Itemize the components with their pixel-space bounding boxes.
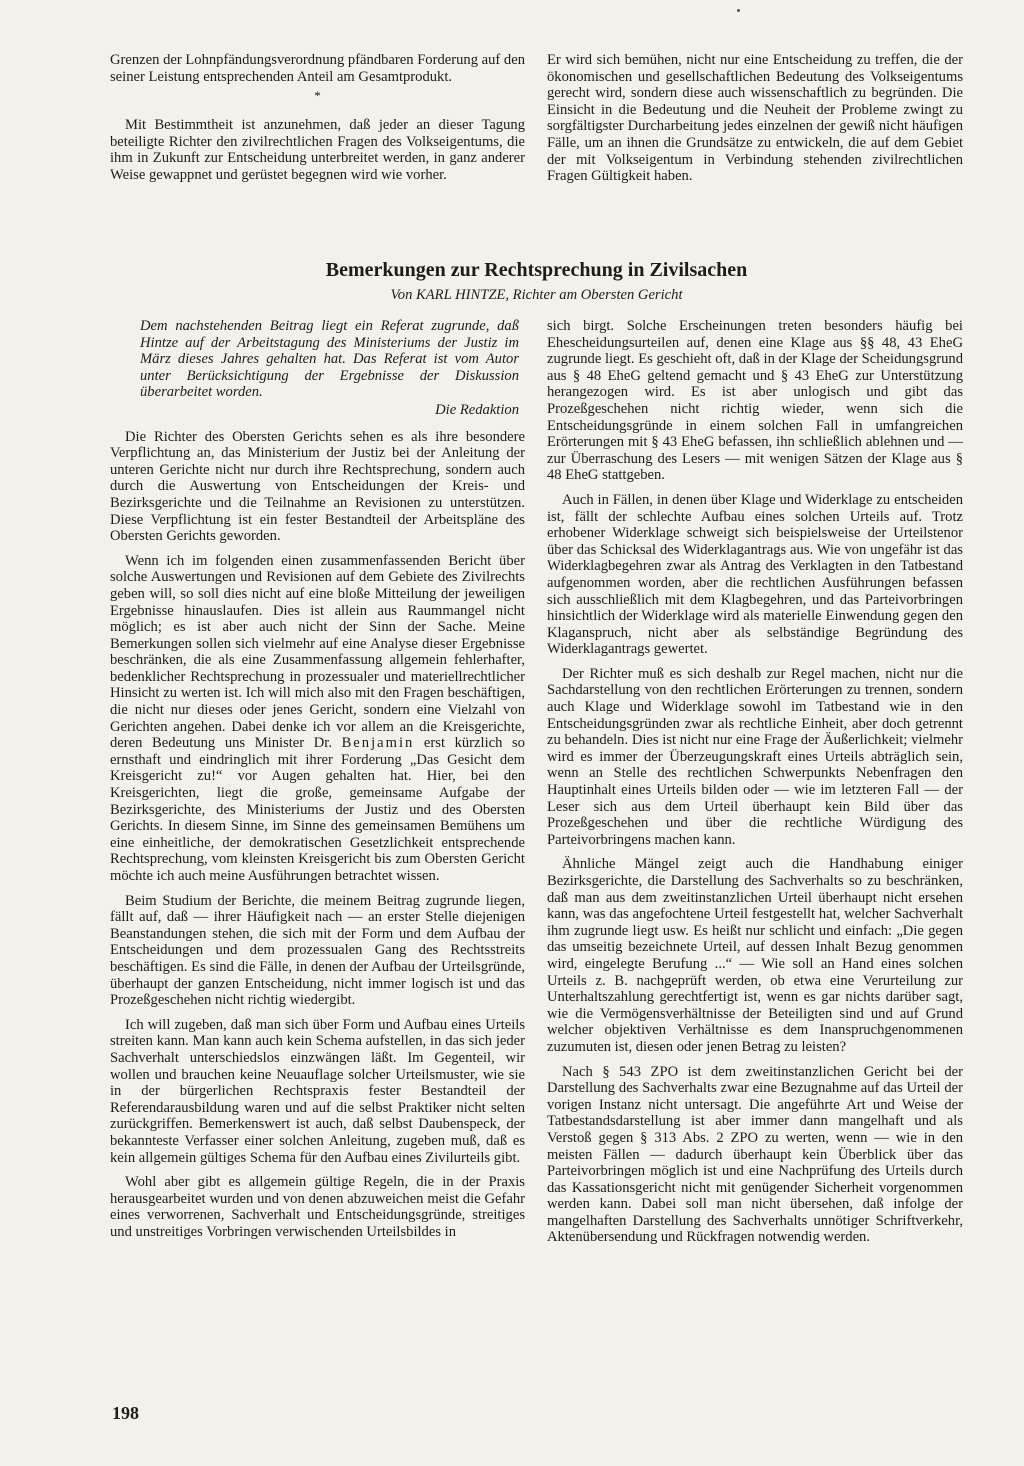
top-left-column <box>110 52 525 184</box>
editor-note-text: Dem nachstehenden Beitrag liegt ein Referat zugrunde, daß Hintze auf der Arbeitstagung des Ministeriums der Justiz im März dieses Jahres gehalten hat. Das Referat ist vom Autor unter Berücksichtigung der Ergebnisse der Diskussion überarbeitet worden. <box>140 318 519 401</box>
paragraph: Grenzen der Lohnpfändungsverordnung pfändbaren Forderung auf den seiner Leistung entsprechenden Anteil am Gesamtprodukt. <box>110 52 525 85</box>
section-separator: * <box>314 88 321 104</box>
article-title: Bemerkungen zur Rechtsprechung in Zivilsachen <box>325 259 748 281</box>
paragraph: Ich will zugeben, daß man sich über Form und Aufbau eines Urteils streiten kann. Man kann auch kein Schema aufstellen, in das sich jeder Sachverhalt unterschiedslos einzwängen läßt. Im Gegenteil, wir wollen und brauchen keine Neuauflage solcher Urteilsmuster, wie sie in der bürgerlichen Rechtspraxis fester Bestandteil der Referendarausbildung waren und auf die selbst Praktiker nicht selten zurückgriffen. Bemerkenswert ist auch, daß selbst Daubenspeck, der bekannteste Verfasser einer solchen Anleitung, zugeben muß, daß es kein allgemein gültiges Schema für den Aufbau eines Zivilurteils gibt. <box>110 1016 525 1166</box>
corner-mark <box>737 9 740 12</box>
article-byline: Von KARL HINTZE, Richter am Obersten Gericht <box>390 287 683 303</box>
paragraph: Mit Bestimmtheit ist anzunehmen, daß jeder an dieser Tagung beteiligte Richter den zivilrechtlichen Fragen des Volkseigentums, die ihm in Zukunft zur Entscheidung unterbreitet werden, in ganz anderer Weise gewappnet und gerüstet begegnen wird wie vorher. <box>110 117 525 183</box>
page-number: 198 <box>112 1403 139 1423</box>
paragraph: Wohl aber gibt es allgemein gültige Regeln, die in der Praxis herausgearbeitet wurden und von denen abzuweichen meist die Gefahr eines verworrenen, Sachverhalt und Entscheidungsgründe, streitiges und unstreitiges Vorbringen verwischenden Urteilsbildes in <box>110 1174 525 1240</box>
paragraph: Er wird sich bemühen, nicht nur eine Entscheidung zu treffen, die der ökonomischen und gesellschaftlichen Bedeutung des Volkseigentums gerecht wird, sondern diese auch wissenschaftlich zu begründen. Die Einsicht in die Bedeutung und die Neuheit der Probleme zwingt zu sorgfältigster Durcharbeitung jedes einzelnen der gewiß nicht häufigen Fälle, um an ihnen die Grundsätze zu entwickeln, die auf dem Gebiet der mit Volkseigentum in Verbindung stehenden zivilrechtlichen Fragen Gültigkeit haben. <box>547 52 963 185</box>
article-right-column <box>547 318 963 1246</box>
top-right-column <box>547 52 963 185</box>
paragraph: Auch in Fällen, in denen über Klage und Widerklage zu entscheiden ist, fällt der schlechte Aufbau eines solchen Urteils auf. Trotz erhobener Widerklage schweigt sich beispielsweise der Urteilstenor über das Schicksal des Widerklagantrags aus. Wie von ungefähr ist das Widerklagbegehren zwar als Antrag des Verklagten in den Tatbestand aufgenommen worden, aber die rechtlichen Ausführungen befassen sich ausschließlich mit dem Klagbegehren, und das Parteivorbringen hinsichtlich der Widerklage wird als materielle Einwendung gegen den Klaganspruch, nicht aber als selbständige Begründung des Widerklagantrags gewertet. <box>547 491 963 658</box>
paragraph: Die Richter des Obersten Gerichts sehen es als ihre besondere Verpflichtung an, das Ministerium der Justiz bei der Anleitung der unteren Gerichte nicht nur durch ihre Rechtsprechung, sondern auch durch die Auswertung von Entscheidungen der Kreis- und Bezirksgerichte und die Teilnahme an Revisionen zu unterstützen. Diese Verpflichtung ist ein fester Bestandteil der Arbeitspläne des Obersten Gerichts geworden. <box>110 428 525 545</box>
editor-signature: Die Redaktion <box>435 401 519 418</box>
editor-note <box>140 318 519 419</box>
paragraph <box>110 553 525 885</box>
minister-name: Benjamin <box>341 735 415 752</box>
paragraph: sich birgt. Solche Erscheinungen treten besonders häufig bei Ehescheidungsurteilen auf, denen eine Klage aus §§ 48, 43 EheG zugrunde liegt. Es geschieht oft, daß in der Klage der Scheidungsgrund aus § 48 EheG geltend gemacht und § 43 EheG zur Unterstützung herangezogen wird. Es ist aber unlogisch und gibt das Prozeßgeschehen nicht richtig wieder, wenn sich die Entscheidungsgründe in einem solchen Fall in umfangreichen Erörterungen mit § 43 EheG befassen, ihn schließlich ablehnen und — zur Überraschung des Lesers — mit wenigen Sätzen der Klage aus § 48 EheG stattgeben. <box>547 318 963 484</box>
article-left-column <box>110 318 525 1240</box>
paragraph: Ähnliche Mängel zeigt auch die Handhabung einiger Bezirksgerichte, die Darstellung des Sachverhalts so zu beschränken, daß man aus dem zweitinstanzlichen Urteil überhaupt nicht ersehen kann, was das angefochtene Urteil festgestellt hat, welcher Sachverhalt ihm zugrunde liegt usw. Es heißt nur schlicht und einfach: „Die gegen das umseitig bezeichnete Urteil, auf dessen Inhalt Bezug genommen wird, eingelegte Berufung ...“ — Wie soll an Hand eines solchen Urteils z. B. nachgeprüft werden, ob etwa eine Verurteilung zur Unterhaltszahlung gerechtfertigt ist, wenn es gar nichts darüber sagt, wie die Vermögensverhältnisse der Beteiligten sind und auf Grund welcher objektiven Verhältnisse es dem Inanspruchgenommenen zuzumuten ist, diesen oder jenen Betrag zu leisten? <box>547 856 963 1055</box>
paragraph: Der Richter muß es sich deshalb zur Regel machen, nicht nur die Sachdarstellung von den rechtlichen Erörterungen zu trennen, sondern auch Klage und Widerklage sowohl im Tatbestand wie in den Entscheidungsgründen zwar als rechtliche Einheit, aber doch getrennt zu behandeln. Dies ist nicht nur eine Frage der Äußerlichkeit; vielmehr wird es immer der Überzeugungskraft eines Urteils abträglich sein, wenn an Stelle des rechtlichen Schwerpunkts Nebenfragen den Hauptinhalt eines Urteils bilden oder — wie im letzteren Fall — der Leser sich aus dem Urteil überhaupt kein Bild über das Prozeßgeschehen und über die rechtliche Würdigung des Parteivorbringens machen kann. <box>547 665 963 848</box>
paragraph-text: erst kürzlich so ernsthaft und eindringlich mit ihrer Forderung „Das Gesicht dem Kreisgericht zu!“ vor Augen gehalten hat. Hier, bei den Kreisgerichten, liegt die große, gemeinsame Aufgabe der Bezirksgerichte, des Ministeriums der Justiz und des Obersten Gerichts. In diesem Sinne, im Sinne des gemeinsamen Bemühens um eine einheitliche, der demokratischen Gesetzlichkeit entsprechende Rechtsprechung, vom kleinsten Kreisgericht bis zum Obersten Gericht möchte ich auch meine Ausführungen betrachtet wissen. <box>110 735 525 884</box>
paragraph-text: Wenn ich im folgenden einen zusammenfassenden Bericht über solche Auswertungen und Revisionen auf dem Gebiete des Zivilrechts geben will, so soll dies nicht auf eine bloße Mitteilung der jeweiligen Ergebnisse hinauslaufen. Dies ist allein aus Raummangel nicht möglich; es ist aber auch nicht der Sinn der Sache. Meine Bemerkungen sollen sich vielmehr auf eine Analyse dieser Ergebnisse beschränken, die als eine Zusammenfassung allgemein fehlerhafter, bedenklicher Rechtsprechung in prozessualer und materiellrechtlicher Hinsicht zu werten ist. Ich will mich also mit den Fragen beschäftigen, die nicht nur dieses oder jenes Gericht, sondern eine Vielzahl von Gerichten angehen. Dabei denke ich vor allem an die Kreisgerichte, deren Bedeutung uns Minister Dr. <box>110 552 525 752</box>
paragraph: Nach § 543 ZPO ist dem zweitinstanzlichen Gericht bei der Darstellung des Sachverhalts zwar eine Bezugnahme auf das Urteil der vorigen Instanz nicht untersagt. Die angeführte Art und Weise der Tatbestandsdarstellung ist aber immer dann mangelhaft und als Verstoß gegen § 313 Abs. 2 ZPO zu werten, wenn — wie in den meisten Fällen — dadurch überhaupt kein Überblick über das Parteivorbringen möglich ist und eine Nachprüfung des Urteils durch das Kassationsgericht nicht mit genügender Sicherheit vorgenommen werden kann. Dabei soll man nicht übersehen, daß infolge der mangelhaften Darstellung des Sachverhalts unnötiger Schriftverkehr, Aktenübersendung und Rückfragen notwendig werden. <box>547 1063 963 1246</box>
paragraph: Beim Studium der Berichte, die meinem Beitrag zugrunde liegen, fällt auf, daß — ihrer Häufigkeit nach — an erster Stelle diejenigen Beanstandungen stehen, die sich mit der Form und dem Aufbau der Entscheidungen und dem prozessualen Gang des Rechtsstreits beschäftigen. Es sind die Fälle, in denen der Aufbau der Urteilsgründe, überhaupt der ganzen Entscheidung, nicht immer logisch ist und das Prozeßgeschehen nicht richtig wiedergibt. <box>110 892 525 1009</box>
